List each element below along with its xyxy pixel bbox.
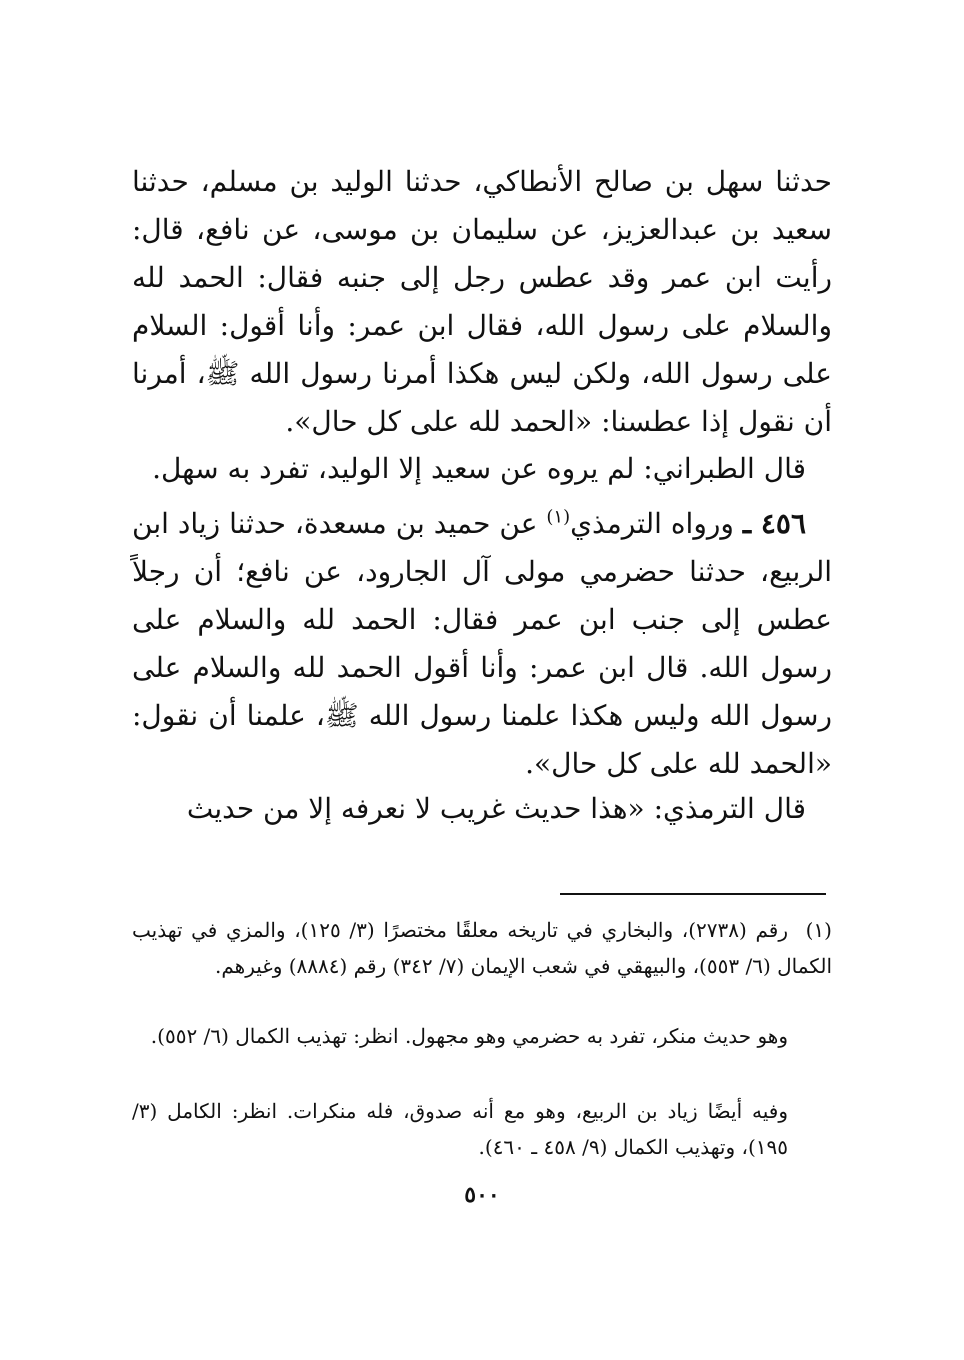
footnote-1 xyxy=(132,912,832,984)
tabarani-comment xyxy=(132,445,832,493)
footnote-separator xyxy=(560,893,826,895)
footnote-2-text: وهو حديث منكر، تفرد به حضرمي وهو مجهول. انظر: تهذيب الكمال (٦/ ٥٥٢). xyxy=(150,1024,788,1048)
hadith-lead: ورواه الترمذي xyxy=(570,507,734,540)
hadith-number: ٤٥٦ ـ xyxy=(742,507,806,540)
tirmidhi-comment-text: قال الترمذي: «هذا حديث غريب لا نعرفه إلا من حديث xyxy=(186,792,806,825)
footnote-continuation-1 xyxy=(132,1018,832,1054)
tirmidhi-comment xyxy=(132,785,832,833)
hadith-paragraph-456 xyxy=(132,500,832,788)
footnote-continuation-2 xyxy=(132,1093,832,1165)
footnote-1-text: رقم (٢٧٣٨)، والبخاري في تاريخه معلقًا مختصرًا (٣/ ١٢٥)، والمزي في تهذيب الكمال (٦/ ٥٥٣)، والبيهقي في شعب الإيمان (٧/ ٣٤٢) رقم (٨٨٨٤) وغيرهم. xyxy=(132,918,832,978)
footnote-marker: (١) xyxy=(805,918,832,942)
hadith-text: عن حميد بن مسعدة، حدثنا زياد ابن الربيع، حدثنا حضرمي مولى آل الجارود، عن نافع؛ أن رجلاً عطس إلى جنب ابن عمر فقال: الحمد لله والسلام على رسول الله. قال ابن عمر: وأنا أقول الحمد لله والسلام على رسول الله وليس هكذا علمنا رسول الله ﷺ، علمنا أن نقول: «الحمد لله على كل حال». xyxy=(132,507,832,780)
footnote-3-text: وفيه أيضًا زياد بن الربيع، وهو مع أنه صدوق، فله منكرات. انظر: الكامل (٣/ ١٩٥)، وتهذيب الكمال (٩/ ٤٥٨ ـ ٤٦٠). xyxy=(132,1099,788,1159)
tabarani-comment-text: قال الطبراني: لم يروه عن سعيد إلا الوليد، تفرد به سهل. xyxy=(152,452,806,485)
footnote-reference: (١) xyxy=(546,506,571,528)
hadith-paragraph-1: حدثنا سهل بن صالح الأنطاكي، حدثنا الوليد بن مسلم، حدثنا سعيد بن عبدالعزيز، عن سليمان بن موسى، عن نافع، قال: رأيت ابن عمر وقد عطس رجل إلى جنبه فقال: الحمد لله والسلام على رسول الله، فقال ابن عمر: وأنا أقول: السلام على رسول الله، ولكن ليس هكذا أمرنا رسول الله ﷺ، أمرنا أن نقول إذا عطسنا: «الحمد لله على كل حال». xyxy=(132,165,832,438)
page-number: ٥٠٠ xyxy=(464,1182,500,1208)
